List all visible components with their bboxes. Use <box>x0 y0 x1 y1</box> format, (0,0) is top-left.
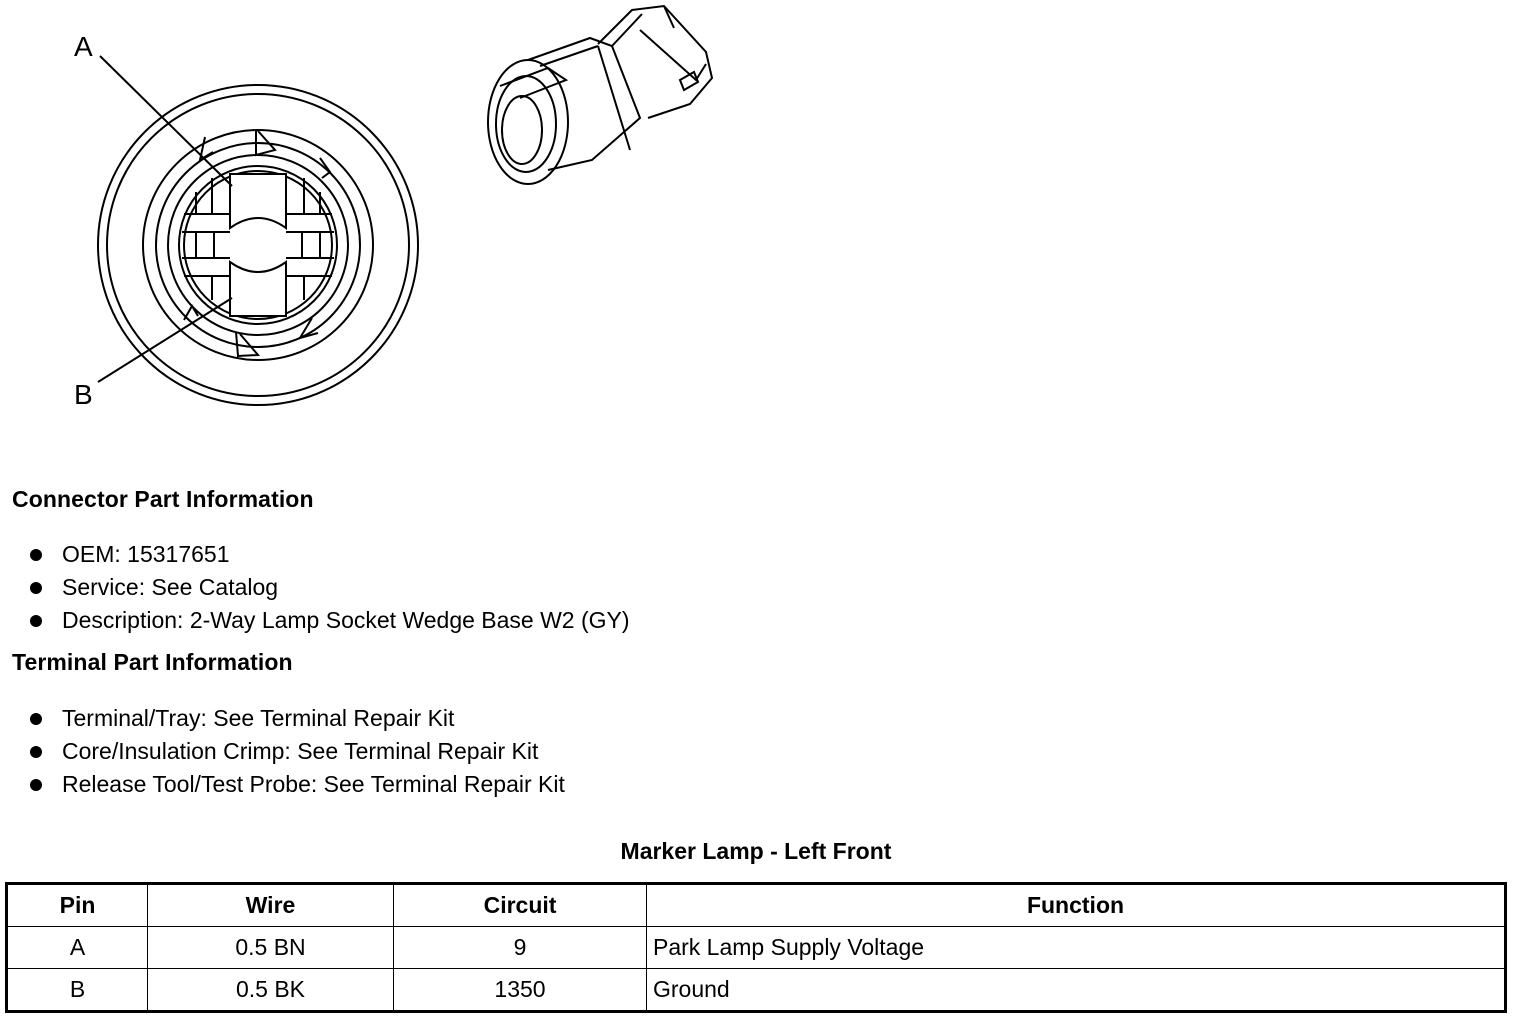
list-item-text: Service: See Catalog <box>62 574 279 600</box>
bullet-icon <box>30 549 42 561</box>
cell-function: Park Lamp Supply Voltage <box>647 927 1506 969</box>
list-item <box>28 538 630 571</box>
callout-b-leader <box>98 298 232 382</box>
column-header-pin: Pin <box>7 884 148 927</box>
callout-a-label: A <box>74 31 93 62</box>
list-item-text: Core/Insulation Crimp: See Terminal Repair Kit <box>62 738 539 764</box>
cell-circuit: 1350 <box>394 969 647 1012</box>
table-header-row <box>7 884 1506 927</box>
list-item <box>28 768 565 801</box>
bullet-icon <box>30 779 42 791</box>
terminal-a-blade <box>230 174 286 228</box>
terminal-part-info-list <box>28 702 565 801</box>
list-item-text: Release Tool/Test Probe: See Terminal Repair Kit <box>62 771 565 797</box>
pin-table-title: Marker Lamp - Left Front <box>620 838 892 864</box>
list-item <box>28 604 630 637</box>
list-item-text: OEM: 15317651 <box>62 541 230 567</box>
terminal-b-blade <box>230 262 286 316</box>
connector-part-info-list <box>28 538 630 637</box>
table-row <box>7 969 1506 1012</box>
column-header-wire: Wire <box>148 884 394 927</box>
connector-diagram <box>0 0 760 440</box>
column-header-circuit: Circuit <box>394 884 647 927</box>
pin-table <box>5 882 1507 1013</box>
terminal-part-info-heading: Terminal Part Information <box>12 649 293 675</box>
cell-function: Ground <box>647 969 1506 1012</box>
bullet-icon <box>30 713 42 725</box>
connector-part-info-heading: Connector Part Information <box>12 486 314 512</box>
bullet-icon <box>30 582 42 594</box>
cell-wire: 0.5 BK <box>148 969 394 1012</box>
connector-face-view <box>98 85 418 405</box>
bullet-icon <box>30 615 42 627</box>
column-header-function: Function <box>647 884 1506 927</box>
table-row <box>7 927 1506 969</box>
cell-pin: A <box>7 927 148 969</box>
list-item-text: Description: 2-Way Lamp Socket Wedge Base W2 (GY) <box>62 607 630 633</box>
cell-circuit: 9 <box>394 927 647 969</box>
list-item <box>28 571 630 604</box>
cell-pin: B <box>7 969 148 1012</box>
cell-wire: 0.5 BN <box>148 927 394 969</box>
list-item <box>28 735 565 768</box>
bullet-icon <box>30 746 42 758</box>
lamp-socket-view <box>488 6 712 184</box>
list-item <box>28 702 565 735</box>
callout-a-leader <box>100 56 232 186</box>
callout-b-label: B <box>74 379 93 410</box>
list-item-text: Terminal/Tray: See Terminal Repair Kit <box>62 705 455 731</box>
